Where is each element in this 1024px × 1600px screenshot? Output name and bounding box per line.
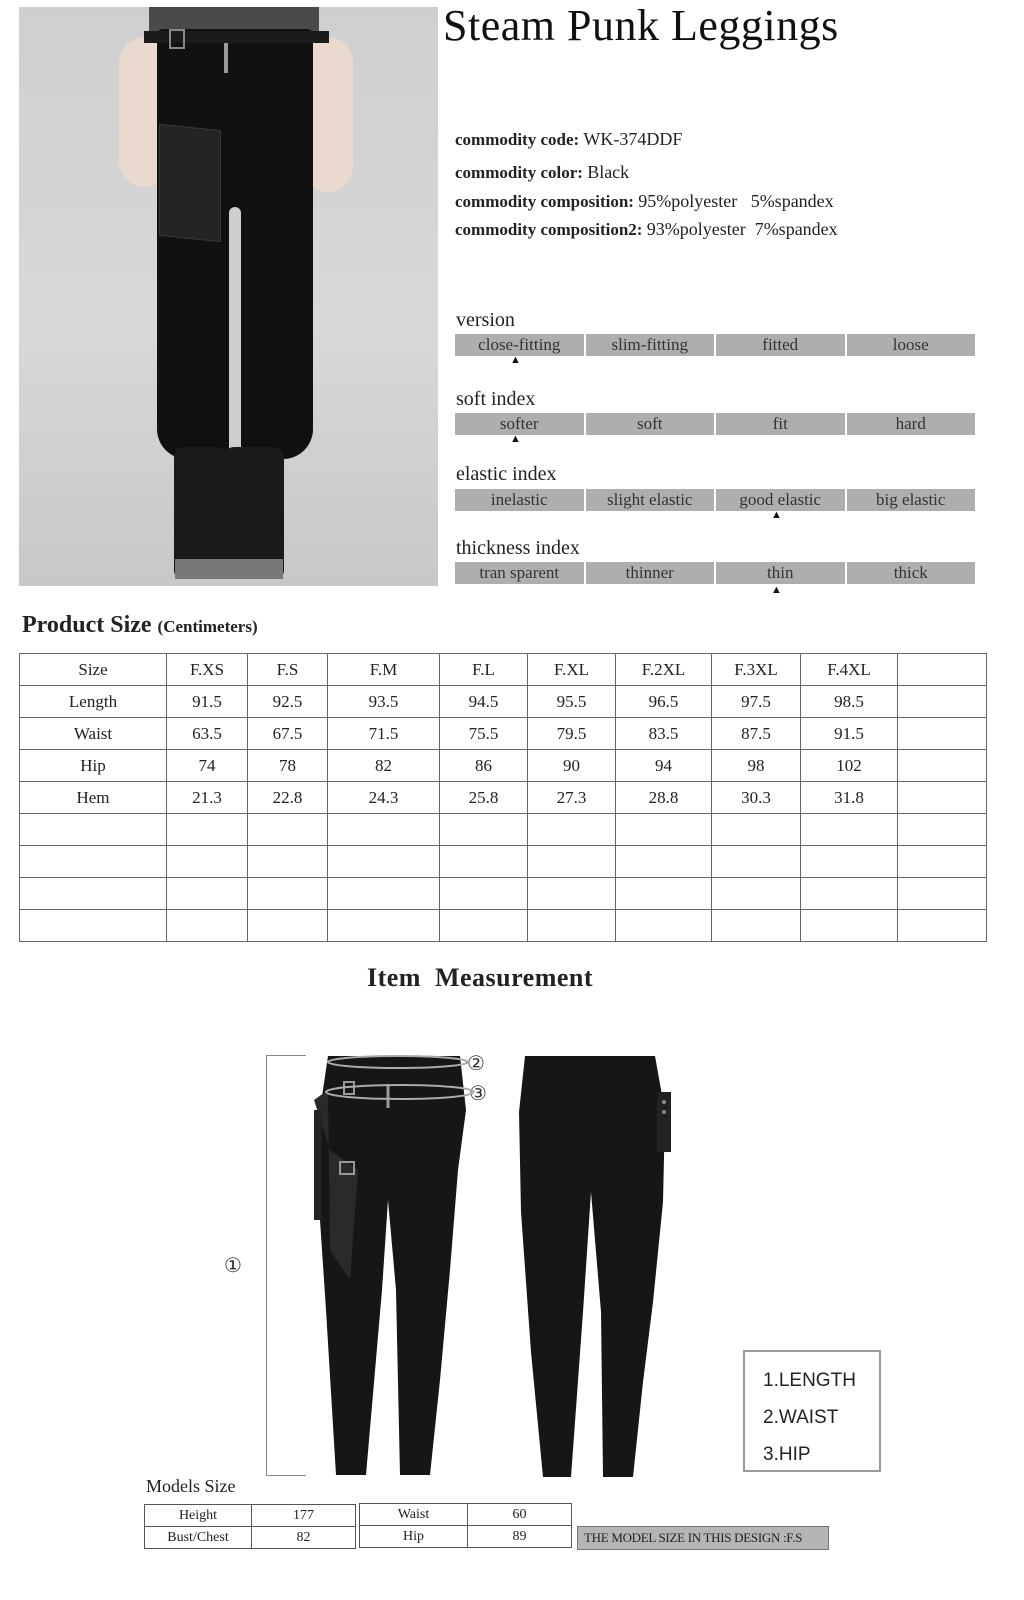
elastic-index-title: elastic index <box>456 463 557 485</box>
thickness-index-option: thin <box>716 562 845 584</box>
table-cell: Waist <box>360 1504 468 1526</box>
version-title: version <box>456 309 515 331</box>
table-row <box>20 750 987 782</box>
elastic-index-bar <box>455 489 975 511</box>
product-size-unit: (Centimeters) <box>157 617 258 636</box>
table-row <box>20 846 987 878</box>
table-cell <box>898 878 987 910</box>
elastic-index-option: big elastic <box>847 489 976 511</box>
spec-value: WK-374DDF <box>583 129 683 149</box>
table-cell: 93.5 <box>328 686 440 718</box>
table-header-cell: F.4XL <box>801 654 898 686</box>
table-cell <box>528 910 616 942</box>
table-cell <box>898 910 987 942</box>
table-cell: 91.5 <box>801 718 898 750</box>
table-cell: 63.5 <box>167 718 248 750</box>
table-cell <box>528 814 616 846</box>
table-cell <box>440 814 528 846</box>
table-cell <box>898 686 987 718</box>
hip-marker: ③ <box>469 1081 487 1105</box>
table-cell <box>712 910 801 942</box>
spec-value: Black <box>587 162 630 182</box>
table-cell: Hip <box>20 750 167 782</box>
table-row <box>145 1527 356 1549</box>
elastic-index-option: inelastic <box>455 489 584 511</box>
table-cell <box>801 814 898 846</box>
soft-index-option: soft <box>586 413 715 435</box>
spec-color <box>455 161 629 184</box>
table-cell <box>20 910 167 942</box>
size-table <box>19 653 987 942</box>
legend-item-hip: 3.HIP <box>763 1444 811 1465</box>
table-cell <box>328 814 440 846</box>
table-header-cell: F.2XL <box>616 654 712 686</box>
table-cell <box>328 878 440 910</box>
table-row <box>145 1505 356 1527</box>
version-marker-icon: ▲ <box>510 354 521 366</box>
thickness-index-option: thinner <box>586 562 715 584</box>
table-header-cell: F.3XL <box>712 654 801 686</box>
table-cell <box>248 814 328 846</box>
model-photo <box>19 7 438 586</box>
elastic-index-option: slight elastic <box>586 489 715 511</box>
table-cell <box>616 846 712 878</box>
table-cell: 91.5 <box>167 686 248 718</box>
table-cell: 82 <box>328 750 440 782</box>
table-cell: 31.8 <box>801 782 898 814</box>
legend-item-waist: 2.WAIST <box>763 1407 839 1428</box>
table-cell: 98 <box>712 750 801 782</box>
soft-index-marker-icon: ▲ <box>510 433 521 445</box>
length-marker: ① <box>224 1253 242 1277</box>
table-cell: Hip <box>360 1526 468 1548</box>
spec-value: 95%polyester 5%spandex <box>638 191 834 211</box>
soft-index-option: softer <box>455 413 584 435</box>
table-cell: 86 <box>440 750 528 782</box>
measurement-legend <box>743 1350 881 1472</box>
table-cell: 94 <box>616 750 712 782</box>
spec-composition2 <box>455 218 838 241</box>
table-cell <box>248 910 328 942</box>
table-cell <box>712 814 801 846</box>
table-cell: 102 <box>801 750 898 782</box>
table-cell <box>898 814 987 846</box>
soft-index-option: fit <box>716 413 845 435</box>
soft-index-title: soft index <box>456 388 536 410</box>
version-option: fitted <box>716 334 845 356</box>
table-row <box>20 878 987 910</box>
elastic-index-marker-icon: ▲ <box>771 509 782 521</box>
table-row <box>360 1526 572 1548</box>
table-cell <box>440 846 528 878</box>
table-cell: 83.5 <box>616 718 712 750</box>
table-row <box>20 718 987 750</box>
models-table-right <box>359 1503 572 1548</box>
table-cell: Hem <box>20 782 167 814</box>
spec-key: commodity composition: <box>455 192 634 211</box>
table-cell <box>167 814 248 846</box>
table-cell: 95.5 <box>528 686 616 718</box>
version-option: close-fitting <box>455 334 584 356</box>
legend-item-length: 1.LENGTH <box>763 1370 856 1391</box>
table-cell: 71.5 <box>328 718 440 750</box>
table-cell <box>528 846 616 878</box>
table-cell: 24.3 <box>328 782 440 814</box>
table-cell: Bust/Chest <box>145 1527 252 1549</box>
table-cell <box>616 814 712 846</box>
model-size-note: THE MODEL SIZE IN THIS DESIGN :F.S <box>577 1526 829 1550</box>
table-cell: 90 <box>528 750 616 782</box>
table-cell: 89 <box>468 1526 572 1548</box>
spec-key: commodity code: <box>455 130 580 149</box>
table-cell: Waist <box>20 718 167 750</box>
models-size-title: Models Size <box>146 1476 236 1496</box>
length-ruler <box>266 1055 267 1475</box>
models-table-left <box>144 1504 356 1549</box>
table-header-cell: F.M <box>328 654 440 686</box>
table-cell <box>712 878 801 910</box>
table-cell <box>328 910 440 942</box>
table-cell <box>898 782 987 814</box>
pant-front-diagram <box>300 1050 480 1482</box>
table-row <box>360 1504 572 1526</box>
table-header-cell: F.XL <box>528 654 616 686</box>
thickness-index-option: thick <box>847 562 976 584</box>
waist-marker: ② <box>467 1051 485 1075</box>
elastic-index-option: good elastic <box>716 489 845 511</box>
table-cell: 25.8 <box>440 782 528 814</box>
table-cell: 96.5 <box>616 686 712 718</box>
table-cell <box>712 846 801 878</box>
spec-value: 93%polyester 7%spandex <box>646 219 838 239</box>
table-cell <box>528 878 616 910</box>
table-cell <box>898 846 987 878</box>
table-cell: 79.5 <box>528 718 616 750</box>
table-cell <box>616 910 712 942</box>
table-cell <box>440 910 528 942</box>
version-bar <box>455 334 975 356</box>
table-cell <box>801 910 898 942</box>
table-cell <box>167 846 248 878</box>
table-cell <box>616 878 712 910</box>
table-cell <box>167 878 248 910</box>
table-cell: 27.3 <box>528 782 616 814</box>
table-cell <box>248 846 328 878</box>
table-cell <box>248 878 328 910</box>
soft-index-bar <box>455 413 975 435</box>
table-cell: Height <box>145 1505 252 1527</box>
table-row <box>20 814 987 846</box>
table-cell: 30.3 <box>712 782 801 814</box>
thickness-index-bar <box>455 562 975 584</box>
pant-back-diagram <box>515 1052 685 1482</box>
table-cell: 87.5 <box>712 718 801 750</box>
table-cell: 94.5 <box>440 686 528 718</box>
table-cell: 22.8 <box>248 782 328 814</box>
table-header-cell <box>898 654 987 686</box>
soft-index-option: hard <box>847 413 976 435</box>
table-header-cell: F.L <box>440 654 528 686</box>
spec-key: commodity color: <box>455 163 583 182</box>
table-header-cell: F.S <box>248 654 328 686</box>
product-size-heading: Product Size <box>22 612 152 638</box>
spec-key: commodity composition2: <box>455 220 643 239</box>
thickness-index-title: thickness index <box>456 537 580 559</box>
table-cell <box>20 878 167 910</box>
table-cell <box>801 846 898 878</box>
table-cell <box>801 878 898 910</box>
table-cell: 28.8 <box>616 782 712 814</box>
version-option: loose <box>847 334 976 356</box>
table-cell: 98.5 <box>801 686 898 718</box>
table-cell <box>20 814 167 846</box>
thickness-index-option: tran sparent <box>455 562 584 584</box>
table-cell: 82 <box>252 1527 356 1549</box>
table-cell <box>898 718 987 750</box>
table-row <box>20 910 987 942</box>
table-cell: 60 <box>468 1504 572 1526</box>
table-cell: 78 <box>248 750 328 782</box>
table-cell: 67.5 <box>248 718 328 750</box>
table-cell: 177 <box>252 1505 356 1527</box>
table-header-row <box>20 654 987 686</box>
table-row <box>20 686 987 718</box>
table-cell: 97.5 <box>712 686 801 718</box>
version-option: slim-fitting <box>586 334 715 356</box>
spec-composition <box>455 190 834 213</box>
table-row <box>20 782 987 814</box>
table-header-cell: Size <box>20 654 167 686</box>
product-size-title <box>22 612 258 639</box>
table-cell: 21.3 <box>167 782 248 814</box>
table-cell <box>328 846 440 878</box>
table-header-cell: F.XS <box>167 654 248 686</box>
thickness-index-marker-icon: ▲ <box>771 584 782 596</box>
table-cell <box>440 878 528 910</box>
spec-code <box>455 128 682 151</box>
item-measurement-title: Item Measurement <box>366 963 594 992</box>
table-cell: Length <box>20 686 167 718</box>
table-cell <box>167 910 248 942</box>
table-cell <box>898 750 987 782</box>
table-cell: 92.5 <box>248 686 328 718</box>
table-cell: 74 <box>167 750 248 782</box>
table-cell: 75.5 <box>440 718 528 750</box>
product-title: Steam Punk Leggings <box>443 1 839 50</box>
table-cell <box>20 846 167 878</box>
